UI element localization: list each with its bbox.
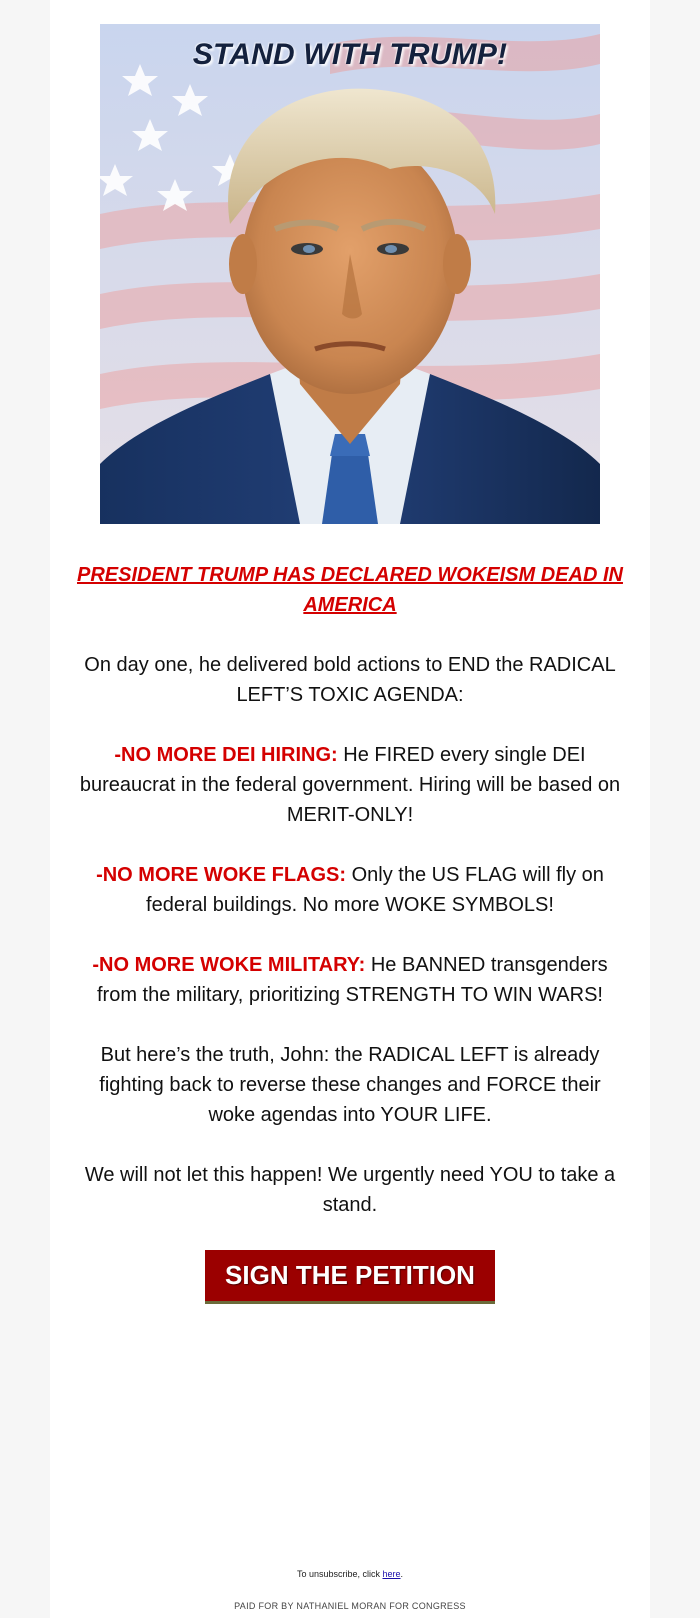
- point-label: -NO MORE DEI HIRING:: [114, 744, 338, 766]
- sign-petition-button[interactable]: SIGN THE PETITION: [205, 1250, 495, 1304]
- paid-for-disclaimer: PAID FOR BY NATHANIEL MORAN FOR CONGRESS: [234, 1601, 466, 1611]
- point-dei-hiring: [75, 740, 625, 830]
- point-label: -NO MORE WOKE FLAGS:: [96, 864, 347, 886]
- headline: PRESIDENT TRUMP HAS DECLARED WOKEISM DEAD IN AMERICA: [77, 564, 623, 616]
- unsubscribe-prefix: To unsubscribe, click: [296, 1569, 383, 1579]
- portrait-with-flag-image: [100, 24, 600, 524]
- truth-paragraph: But here’s the truth, John: the RADICAL LEFT is already fighting back to reverse these changes and FORCE their woke agendas into YOUR LIFE.: [99, 1044, 601, 1126]
- message-content: [75, 560, 625, 1250]
- point-label: -NO MORE WOKE MILITARY:: [92, 954, 366, 976]
- call-paragraph: We will not let this happen! We urgently need YOU to take a stand.: [84, 1164, 616, 1216]
- unsubscribe-link[interactable]: here: [382, 1569, 401, 1579]
- cta-container: [50, 1250, 650, 1304]
- intro-paragraph: On day one, he delivered bold actions to END the RADICAL LEFT’S TOXIC AGENDA:: [84, 654, 616, 706]
- point-woke-military: [75, 950, 625, 1010]
- hero-title: STAND WITH TRUMP!: [192, 38, 508, 71]
- point-text: He FIRED every single DEI bureaucrat in the federal government. Hiring will be based on MERIT-ONLY!: [79, 744, 621, 826]
- hero-image[interactable]: [100, 24, 600, 524]
- point-text: Only the US FLAG will fly on federal buildings. No more WOKE SYMBOLS!: [146, 864, 604, 916]
- point-woke-flags: [75, 860, 625, 920]
- unsubscribe-suffix: .: [400, 1569, 404, 1579]
- point-text: He BANNED transgenders from the military, prioritizing STRENGTH TO WIN WARS!: [97, 954, 608, 1006]
- email-body: [50, 0, 650, 1618]
- unsubscribe-line: [50, 1569, 650, 1579]
